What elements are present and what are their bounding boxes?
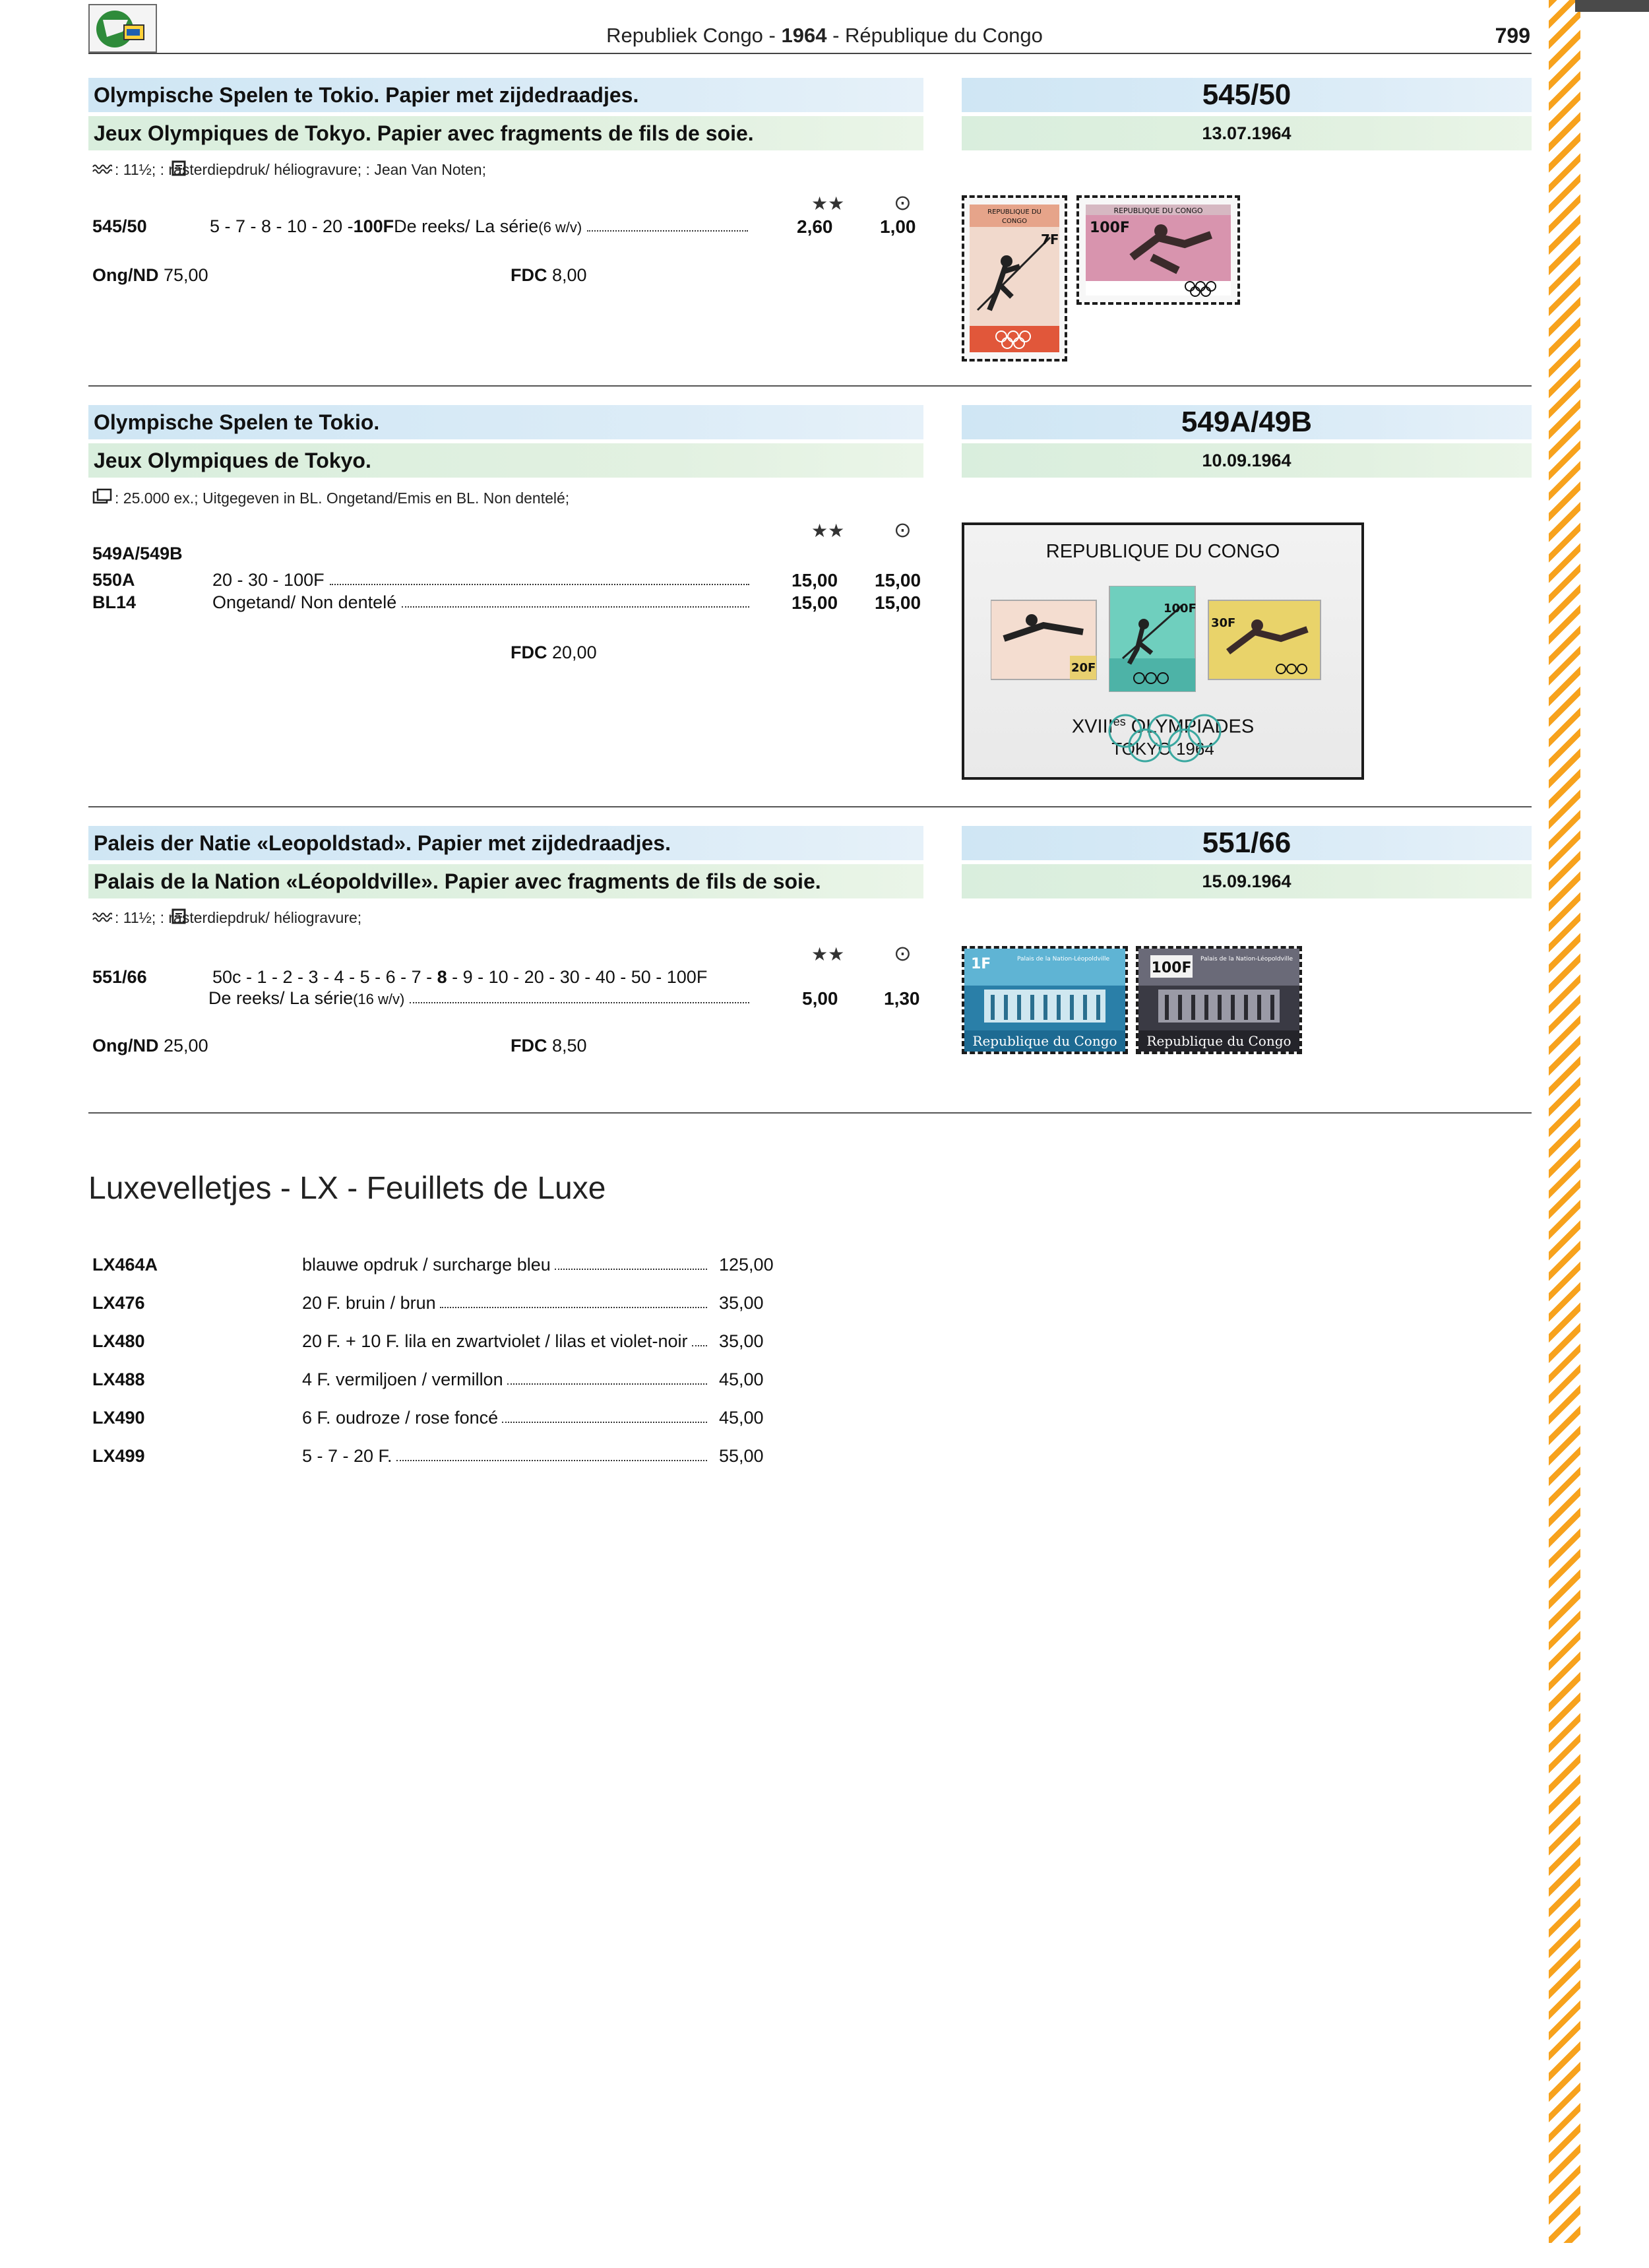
section-divider bbox=[88, 806, 1532, 807]
section1-date: 13.07.1964 bbox=[962, 116, 1532, 150]
section3-meta: : 11½; : rasterdiepdruk/ héliogravure; bbox=[92, 909, 361, 927]
catalog-group-code: 549A/549B bbox=[92, 544, 183, 563]
section2-title-nl: Olympische Spelen te Tokio. bbox=[88, 405, 923, 439]
fdc-price: FDC 8,00 bbox=[511, 265, 587, 285]
mint-column-header: ★★ bbox=[811, 520, 845, 541]
imperforate-price: Ong/ND 75,00 bbox=[92, 265, 208, 285]
catalog-code: 545/50 bbox=[92, 216, 147, 236]
catalog-code: 550A bbox=[92, 570, 135, 590]
mint-column-header: ★★ bbox=[811, 193, 845, 214]
stamp-javelin bbox=[962, 195, 1067, 362]
catalog-values-line: 50c - 1 - 2 - 3 - 4 - 5 - 6 - 7 - 8 - 9 - 10 - 20 - 30 - 40 - 50 - 100F bbox=[212, 967, 708, 987]
fdc-price: FDC 20,00 bbox=[511, 643, 597, 662]
luxe-heading: Luxevelletjes - LX - Feuillets de Luxe bbox=[88, 1171, 606, 1206]
section3-date: 15.09.1964 bbox=[962, 864, 1532, 898]
section3-title-fr: Palais de la Nation «Léopoldville». Papier avec fragments de fils de soie. bbox=[88, 864, 923, 898]
used-price: 1,00 bbox=[880, 216, 916, 237]
mint-price: 15,00 bbox=[792, 570, 838, 590]
fdc-price: FDC 8,50 bbox=[511, 1036, 587, 1055]
block-icon bbox=[92, 488, 112, 508]
perforation-icon bbox=[92, 161, 112, 179]
header-rule bbox=[88, 53, 1532, 54]
used-column-header: ⊙ bbox=[894, 191, 912, 214]
section3-catalog-number: 551/66 bbox=[962, 826, 1532, 860]
luxe-price: 35,00 bbox=[719, 1293, 764, 1313]
catalog-description: De reeks/ La série (16 w/v) bbox=[208, 988, 753, 1009]
catalog-description: Ongetand/ Non dentelé bbox=[212, 592, 753, 613]
section1-title-nl: Olympische Spelen te Tokio. Papier met zijdedraadjes. bbox=[88, 78, 923, 112]
luxe-code: LX464A bbox=[92, 1255, 158, 1275]
margin-stripe bbox=[1549, 0, 1580, 2243]
luxe-code: LX476 bbox=[92, 1293, 145, 1313]
luxe-code: LX499 bbox=[92, 1446, 145, 1466]
luxe-description: 5 - 7 - 20 F. bbox=[302, 1446, 707, 1466]
used-column-header: ⊙ bbox=[894, 518, 912, 542]
luxe-code: LX490 bbox=[92, 1408, 145, 1428]
section-divider bbox=[88, 1112, 1532, 1114]
used-column-header: ⊙ bbox=[894, 941, 912, 965]
sheet-stamp-value: 30F bbox=[1211, 616, 1236, 630]
souvenir-sheet-title: REPUBLIQUE DU CONGO bbox=[1045, 541, 1280, 562]
imperforate-price: Ong/ND 25,00 bbox=[92, 1036, 208, 1055]
luxe-description: 4 F. vermiljoen / vermillon bbox=[302, 1370, 707, 1390]
mint-price: 15,00 bbox=[792, 592, 838, 613]
corner-tab bbox=[1575, 0, 1649, 12]
catalog-description: 20 - 30 - 100F bbox=[212, 570, 753, 590]
mint-column-header: ★★ bbox=[811, 944, 845, 964]
luxe-price: 35,00 bbox=[719, 1331, 764, 1351]
luxe-description: 20 F. bruin / brun bbox=[302, 1293, 707, 1313]
section1-meta: : 11½; : rasterdiepdruk/ héliogravure; : Jean Van Noten; bbox=[92, 161, 486, 179]
luxe-price: 55,00 bbox=[719, 1446, 764, 1466]
section-divider bbox=[88, 385, 1532, 387]
luxe-description: 6 F. oudroze / rose foncé bbox=[302, 1408, 707, 1428]
catalog-code: 551/66 bbox=[92, 967, 147, 987]
souvenir-sheet-caption: $XVIII^{es}$ OLYMPIADES bbox=[1071, 715, 1255, 738]
luxe-description: 20 F. + 10 F. lila en zwartviolet / lilas et violet-noir bbox=[302, 1331, 707, 1352]
stamp-hurdles-value: 100F bbox=[1090, 220, 1130, 236]
catalog-description: 5 - 7 - 8 - 10 - 20 - 100F De reeks/ La série (6 w/v) bbox=[210, 216, 752, 237]
luxe-code: LX480 bbox=[92, 1331, 145, 1351]
luxe-code: LX488 bbox=[92, 1370, 145, 1389]
stamp-javelin-value: 7F bbox=[1041, 232, 1059, 247]
souvenir-sheet bbox=[962, 522, 1364, 780]
sheet-stamp-value: 100F bbox=[1164, 602, 1197, 615]
mint-price: 2,60 bbox=[797, 216, 833, 237]
page-header-title: Republiek Congo - 1964 - République du Congo bbox=[606, 24, 1043, 47]
stamp-javelin-top: REPUBLIQUE DU bbox=[987, 208, 1042, 216]
stamp-palace-1f-caption: Palais de la Nation-Léopoldville bbox=[1016, 956, 1110, 962]
printing-icon bbox=[171, 908, 186, 928]
luxe-price: 45,00 bbox=[719, 1370, 764, 1389]
section2-catalog-number: 549A/49B bbox=[962, 405, 1532, 439]
section2-date: 10.09.1964 bbox=[962, 443, 1532, 478]
luxe-price: 45,00 bbox=[719, 1408, 764, 1428]
stamp-palace-100f-caption: Palais de la Nation-Léopoldville bbox=[1200, 956, 1293, 962]
stamp-palace-1f-value: 1F bbox=[971, 956, 991, 972]
stamp-palace-100f-value: 100F bbox=[1151, 960, 1192, 976]
stamp-palace-100f bbox=[1136, 946, 1302, 1054]
stamp-palace-1f-footer: Republique du Congo bbox=[972, 1033, 1117, 1049]
olympic-rings-icon bbox=[1105, 712, 1224, 765]
section2-meta: : 25.000 ex.; Uitgegeven in BL. Ongetand/Emis en BL. Non dentelé; bbox=[92, 488, 569, 508]
stamp-javelin-top2: CONGO bbox=[1002, 218, 1027, 225]
sheet-stamp-value: 20F bbox=[1071, 661, 1096, 675]
souvenir-sheet-subcaption: TOKYO 1964 bbox=[1111, 739, 1214, 759]
section3-title-nl: Paleis der Natie «Leopoldstad». Papier met zijdedraadjes. bbox=[88, 826, 923, 860]
used-price: 1,30 bbox=[884, 988, 920, 1009]
printing-icon bbox=[171, 160, 186, 179]
page-number: 799 bbox=[1495, 24, 1530, 47]
used-price: 15,00 bbox=[875, 592, 921, 613]
catalog-code: BL14 bbox=[92, 592, 137, 612]
luxe-price: 125,00 bbox=[719, 1255, 774, 1275]
stamp-hurdles bbox=[1076, 195, 1240, 305]
section1-catalog-number: 545/50 bbox=[962, 78, 1532, 112]
used-price: 15,00 bbox=[875, 570, 921, 590]
stamp-palace-100f-footer: Republique du Congo bbox=[1146, 1033, 1291, 1049]
perforation-icon bbox=[92, 909, 112, 927]
luxe-description: blauwe opdruk / surcharge bleu bbox=[302, 1255, 707, 1275]
section2-title-fr: Jeux Olympiques de Tokyo. bbox=[88, 443, 923, 478]
section1-title-fr: Jeux Olympiques de Tokyo. Papier avec fragments de fils de soie. bbox=[88, 116, 923, 150]
stamp-hurdles-top: REPUBLIQUE DU CONGO bbox=[1113, 206, 1203, 215]
stamp-palace-1f bbox=[962, 946, 1128, 1054]
mint-price: 5,00 bbox=[802, 988, 838, 1009]
